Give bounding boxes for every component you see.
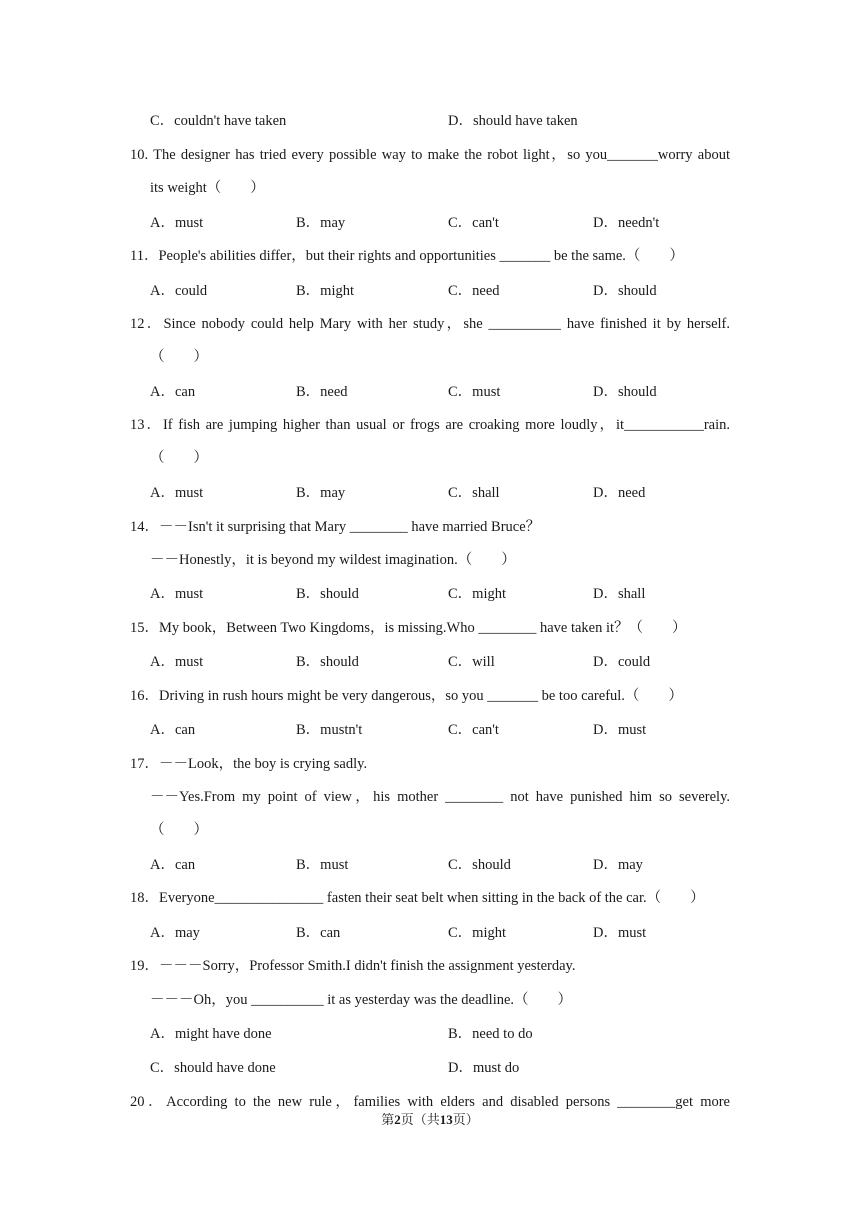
q17-option-c: C．should bbox=[448, 857, 511, 873]
q10-stem: 10. The designer has tried every possible way to make the robot light，so you_______worry about bbox=[130, 147, 730, 163]
q10-option-a: A．must bbox=[150, 215, 204, 231]
q17-stem-cont-2: （ ） bbox=[150, 822, 208, 838]
q18-option-c: C．might bbox=[448, 925, 507, 941]
q14-stem: 14．－－Isn't it surprising that Mary ________ have married Bruce？ bbox=[130, 519, 541, 535]
q10-stem-cont: its weight（ ） bbox=[150, 180, 265, 196]
q16-option-b: B．mustn't bbox=[296, 722, 363, 738]
q17-stem: 17．－－Look，the boy is crying sadly. bbox=[130, 756, 368, 772]
q20-stem: 20．According to the new rule，families with elders and disabled persons ________get more bbox=[130, 1094, 730, 1110]
q14-option-c: C．might bbox=[448, 586, 507, 602]
q17-option-b: B．must bbox=[296, 857, 349, 873]
q19-option-a: A．might have done bbox=[150, 1026, 272, 1042]
q19-option-c: C．should have done bbox=[150, 1060, 276, 1076]
q12-stem: 12．Since nobody could help Mary with her study，she __________ have finished it by herself. bbox=[130, 316, 730, 332]
q10-option-b: B．may bbox=[296, 215, 346, 231]
q19-stem: 19．－－－Sorry，Professor Smith.I didn't finish the assignment yesterday. bbox=[130, 958, 576, 974]
q16-option-d: D．must bbox=[593, 722, 647, 738]
q17-stem-cont: －－Yes.From my point of view，his mother ________ not have punished him so severely. bbox=[150, 789, 730, 805]
q11-option-a: A．could bbox=[150, 283, 208, 299]
footer-mid: 页（共 bbox=[400, 1112, 440, 1127]
q18-option-d: D．must bbox=[593, 925, 647, 941]
q9-option-d: D．should have taken bbox=[448, 113, 578, 129]
q17-option-a: A．can bbox=[150, 857, 196, 873]
q11-option-b: B．might bbox=[296, 283, 355, 299]
q16-stem: 16．Driving in rush hours might be very dangerous，so you _______ be too careful.（ ） bbox=[130, 688, 683, 704]
q16-option-a: A．can bbox=[150, 722, 196, 738]
q13-option-c: C．shall bbox=[448, 485, 500, 501]
q15-option-a: A．must bbox=[150, 654, 204, 670]
q19-option-d: D．must do bbox=[448, 1060, 520, 1076]
q9-option-c: C．couldn't have taken bbox=[150, 113, 287, 129]
q18-option-a: A．may bbox=[150, 925, 200, 941]
q17-option-d: D．may bbox=[593, 857, 643, 873]
q13-option-a: A．must bbox=[150, 485, 204, 501]
q12-stem-cont: （ ） bbox=[150, 349, 208, 365]
q13-stem: 13．If fish are jumping higher than usual or frogs are croaking more loudly，it___________rain. bbox=[130, 417, 730, 433]
q15-stem: 15．My book，Between Two Kingdoms，is missing.Who ________ have taken it？（ ） bbox=[130, 620, 687, 636]
q11-option-d: D．should bbox=[593, 283, 657, 299]
q18-stem: 18．Everyone_______________ fasten their seat belt when sitting in the back of the car.（ ） bbox=[130, 890, 705, 906]
footer-prefix: 第 bbox=[381, 1112, 395, 1127]
q15-option-d: D．could bbox=[593, 654, 651, 670]
q12-option-d: D．should bbox=[593, 384, 657, 400]
q12-option-b: B．need bbox=[296, 384, 348, 400]
q18-option-b: B．can bbox=[296, 925, 341, 941]
q15-option-c: C．will bbox=[448, 654, 495, 670]
q13-option-d: D．need bbox=[593, 485, 646, 501]
q19-option-b: B．need to do bbox=[448, 1026, 533, 1042]
q13-option-b: B．may bbox=[296, 485, 346, 501]
q11-stem: 11．People's abilities differ，but their rights and opportunities _______ be the same.（ ） bbox=[130, 248, 684, 264]
q14-option-d: D．shall bbox=[593, 586, 646, 602]
q14-stem-cont: －－Honestly，it is beyond my wildest imagination.（ ） bbox=[150, 552, 516, 568]
q19-stem-cont: －－－Oh，you __________ it as yesterday was the deadline.（ ） bbox=[150, 992, 573, 1008]
footer-page-number: 2 bbox=[394, 1112, 401, 1127]
q16-option-c: C．can't bbox=[448, 722, 499, 738]
q14-option-b: B．should bbox=[296, 586, 359, 602]
q15-option-b: B．should bbox=[296, 654, 359, 670]
footer-total-pages: 13 bbox=[439, 1112, 453, 1127]
q12-option-c: C．must bbox=[448, 384, 501, 400]
q12-option-a: A．can bbox=[150, 384, 196, 400]
q10-option-c: C．can't bbox=[448, 215, 499, 231]
q14-option-a: A．must bbox=[150, 586, 204, 602]
q11-option-c: C．need bbox=[448, 283, 500, 299]
page-footer bbox=[0, 1110, 860, 1130]
q10-option-d: D．needn't bbox=[593, 215, 660, 231]
footer-suffix: 页） bbox=[452, 1112, 479, 1127]
q13-stem-cont: （ ） bbox=[150, 450, 208, 466]
